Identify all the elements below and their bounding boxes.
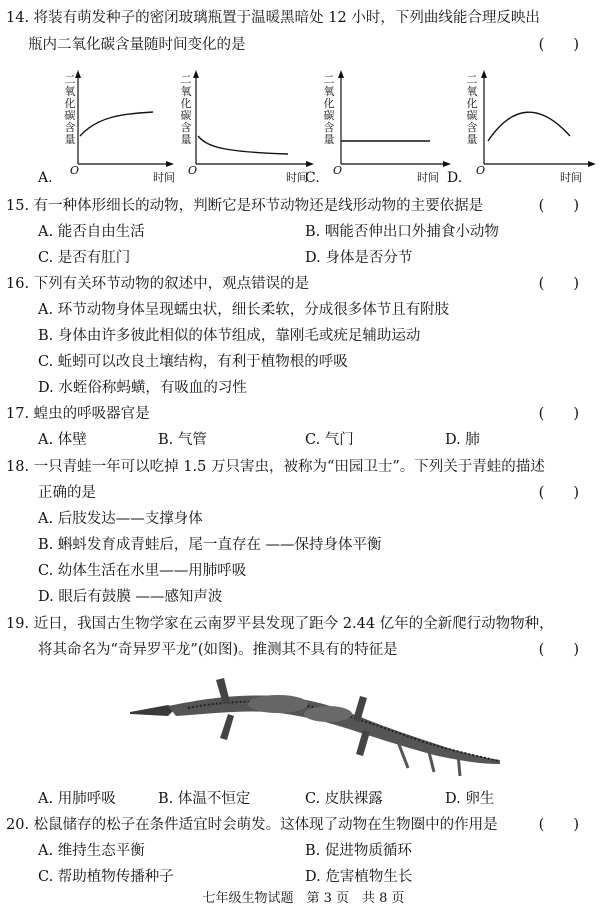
q14-graph-b-curve [198, 136, 288, 154]
q19-option-d[interactable]: D. 卵生 [445, 791, 495, 807]
q14-stem-line2: 瓶内二氧化碳含量随时间变化的是 [28, 37, 246, 53]
q20-option-b[interactable]: B. 促进物质循环 [305, 843, 412, 859]
q17-option-d[interactable]: D. 肺 [445, 432, 480, 448]
q20-stem: 20. 松鼠储存的松子在条件适宜时会萌发。这体现了动物在生物圈中的作用是 [6, 817, 498, 833]
q18-stem-line2: 正确的是 [38, 485, 96, 501]
q14-stem-line1: 14. 将装有萌发种子的密闭玻璃瓶置于温暖黑暗处 12 小时，下列曲线能合理反映出 [6, 10, 540, 26]
q14-graph-a-curve [80, 112, 153, 136]
q14-graph-d-origin: O [476, 164, 486, 177]
q14-graph-a [28, 66, 178, 186]
q17-stem: 17. 蝗虫的呼吸器官是 [6, 406, 150, 422]
q14-graph-d-xlabel: 时间 [560, 171, 582, 184]
q18-option-a[interactable]: A. 后肢发达——支撑身体 [38, 511, 203, 527]
q14-graph-a-origin: O [70, 164, 80, 177]
q18-answer-paren[interactable]: ( ) [538, 485, 579, 501]
q20-option-a[interactable]: A. 维持生态平衡 [38, 843, 145, 859]
q20-option-c[interactable]: C. 帮助植物传播种子 [38, 869, 174, 885]
q14-graph-d-curve [488, 112, 570, 141]
q16-option-c[interactable]: C. 蚯蚓可以改良土壤结构，有利于植物根的呼吸 [38, 354, 348, 370]
q14-graph-b [168, 66, 318, 186]
q19-stem-line2: 将其命名为“奇异罗平龙”(如图)。推测其不具有的特征是 [38, 642, 398, 658]
q14-graph-a-xlabel: 时间 [153, 171, 175, 184]
q15-option-c[interactable]: C. 是否有肛门 [38, 250, 131, 266]
q15-option-a[interactable]: A. 能否自由生活 [38, 224, 145, 240]
q14-graph-c-xlabel: 时间 [417, 171, 439, 184]
q14-graph-c-ylabel: 二 氧 化 碳 含 量 [323, 73, 335, 146]
q14-option-d[interactable]: D. [447, 170, 463, 186]
q19-stem-line1: 19. 近日，我国古生物学家在云南罗平县发现了距今 2.44 亿年的全新爬行动物物种， [6, 616, 554, 632]
luopingosaurus-fossil-image [128, 668, 503, 778]
q14-graph-a-ylabel: 二 氧 化 碳 含 量 [64, 73, 76, 146]
q16-answer-paren[interactable]: ( ) [538, 276, 579, 292]
q14-graph-c [305, 66, 455, 186]
q18-option-d[interactable]: D. 眼后有鼓膜 ——感知声波 [38, 589, 223, 605]
q15-answer-paren[interactable]: ( ) [538, 198, 579, 214]
q14-graph-d-ylabel: 二 氧 化 碳 含 量 [466, 73, 478, 146]
q14-graph-b-ylabel: 二 氧 化 碳 含 量 [180, 73, 192, 146]
q14-option-a[interactable]: A. [38, 170, 53, 186]
q14-answer-paren[interactable]: ( ) [538, 37, 579, 53]
q16-option-b[interactable]: B. 身体由许多彼此相似的体节组成，靠刚毛或疣足辅助运动 [38, 328, 421, 344]
q15-option-b[interactable]: B. 咽能否伸出口外捕食小动物 [305, 224, 499, 240]
q19-option-a[interactable]: A. 用肺呼吸 [38, 791, 116, 807]
q19-option-c[interactable]: C. 皮肤裸露 [305, 791, 383, 807]
q17-answer-paren[interactable]: ( ) [538, 406, 579, 422]
q16-stem: 16. 下列有关环节动物的叙述中，观点错误的是 [6, 276, 310, 292]
q19-option-b[interactable]: B. 体温不恒定 [158, 791, 251, 807]
q17-option-a[interactable]: A. 体壁 [38, 432, 87, 448]
q19-answer-paren[interactable]: ( ) [538, 642, 579, 658]
q18-stem-line1: 18. 一只青蛙一年可以吃掉 1.5 万只害虫，被称为“田园卫士”。下列关于青蛙的描述 [6, 459, 545, 475]
page-footer: 七年级生物试题 第 3 页 共 8 页 [202, 891, 405, 906]
q18-option-c[interactable]: C. 幼体生活在水里——用肺呼吸 [38, 563, 247, 579]
q14-option-c[interactable]: C. [305, 170, 320, 186]
q20-answer-paren[interactable]: ( ) [538, 817, 579, 833]
q14-graph-b-xlabel: 时间 [286, 171, 308, 184]
q20-option-d[interactable]: D. 危害植物生长 [305, 869, 413, 885]
q18-option-b[interactable]: B. 蝌蚪发育成青蛙后，尾一直存在 ——保持身体平衡 [38, 537, 382, 553]
q14-graph-d [440, 66, 600, 186]
q15-option-d[interactable]: D. 身体是否分节 [305, 250, 413, 266]
q14-graph-b-origin: O [188, 164, 198, 177]
q17-option-b[interactable]: B. 气管 [158, 432, 207, 448]
q15-stem: 15. 有一种体形细长的动物，判断它是环节动物还是线形动物的主要依据是 [6, 198, 484, 214]
q16-option-a[interactable]: A. 环节动物身体呈现蠕虫状，细长柔软，分成很多体节且有附肢 [38, 302, 450, 318]
q17-option-c[interactable]: C. 气门 [305, 432, 354, 448]
q14-graph-c-origin: O [333, 164, 343, 177]
q16-option-d[interactable]: D. 水蛭俗称蚂蟥，有吸血的习性 [38, 380, 247, 396]
